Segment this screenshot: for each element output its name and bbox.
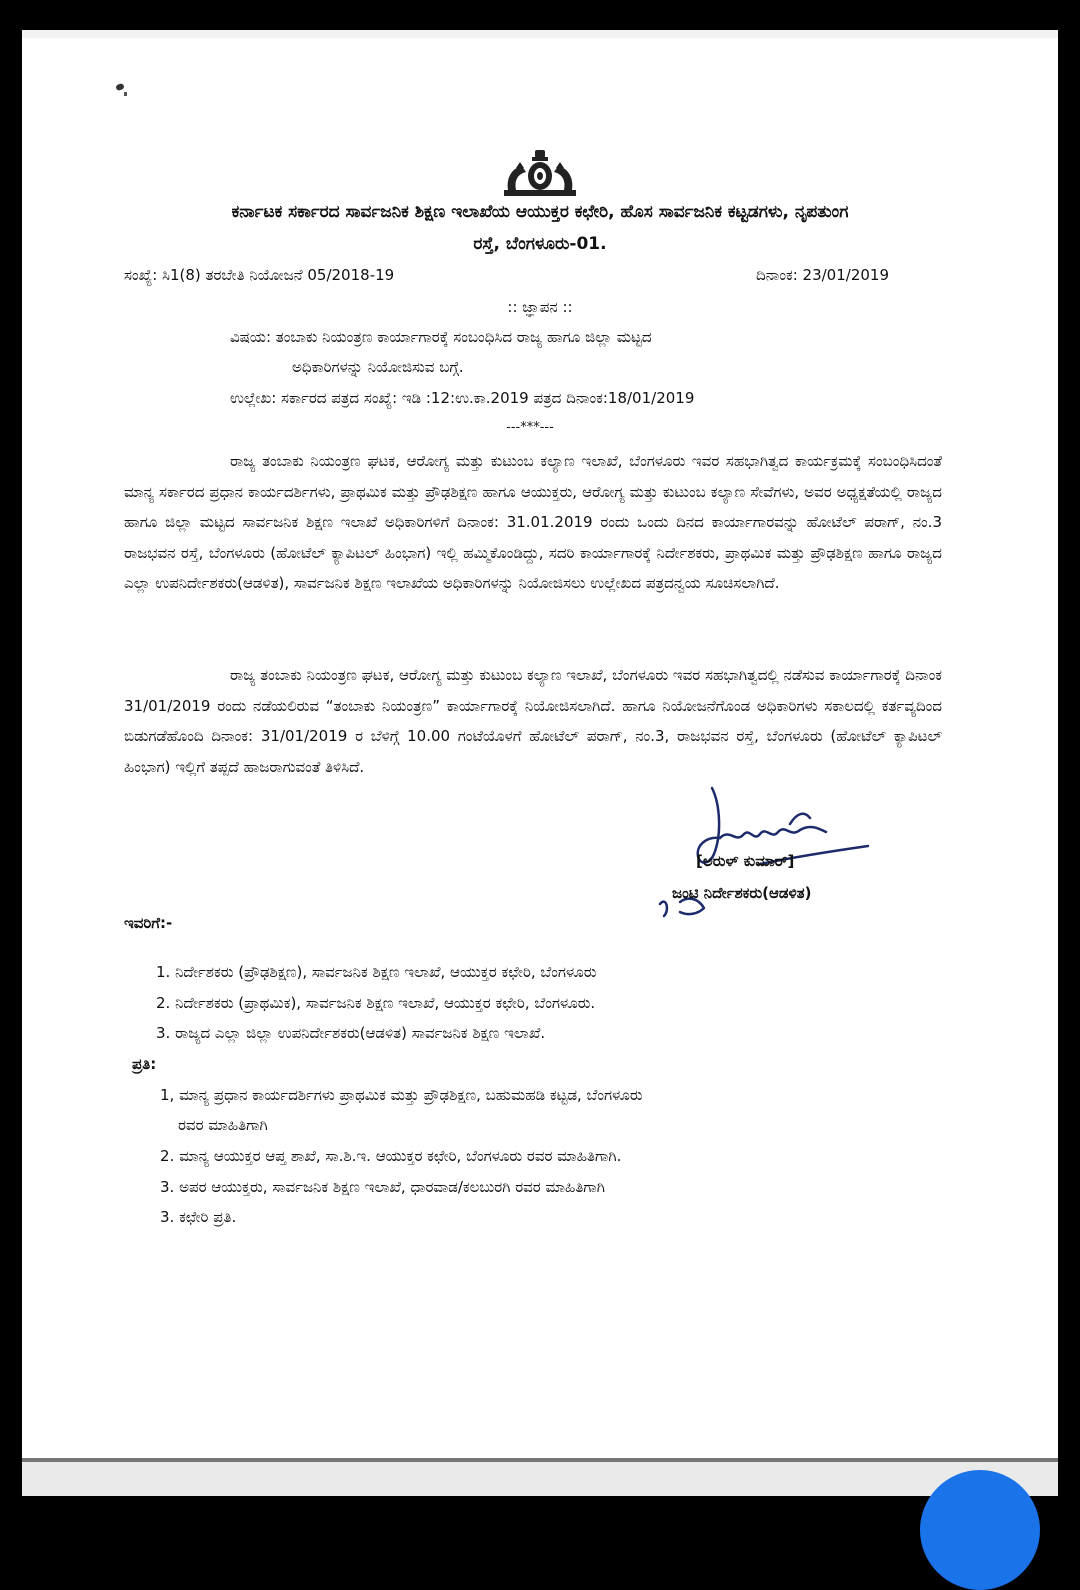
reference-note: ಉಲ್ಲೇಖ: ಸರ್ಕಾರದ ಪತ್ರದ ಸಂಖ್ಯೆ: ಇಡಿ :12:ಉ.ಕಾ.2019 ಪತ್ರದ ದಿನಾಂಕ:18/01/2019 bbox=[230, 389, 695, 407]
recipient-item-3: 3. ರಾಜ್ಯದ ಎಲ್ಲಾ ಜಿಲ್ಲಾ ಉಪನಿರ್ದೇಶಕರು(ಆಡಳಿತ) ಸಾರ್ವಜನಿಕ ಶಿಕ್ಷಣ ಇಲಾಖೆ. bbox=[156, 1024, 546, 1042]
body-paragraph-2-text: ರಾಜ್ಯ ತಂಬಾಕು ನಿಯಂತ್ರಣ ಘಟಕ, ಆರೋಗ್ಯ ಮತ್ತು ಕುಟುಂಬ ಕಲ್ಯಾಣ ಇಲಾಖೆ, ಬೆಂಗಳೂರು ಇವರ ಸಹಭಾಗಿತ್ವದಲ್ಲಿ ನಡೆಸುವ ಕಾರ್ಯಾಗಾರಕ್ಕೆ ದಿನಾಂಕ 31/01/2019 ರಂದು ನಡೆಯಲಿರುವ “ತಂಬಾಕು ನಿಯಂತ್ರಣ” ಕಾರ್ಯಾಗಾರಕ್ಕೆ ನಿಯೋಜಿಸಲಾಗಿದೆ. ಹಾಗೂ ನಿಯೋಜನೆಗೊಂಡ ಅಧಿಕಾರಿಗಳು ಸಕಾಲದಲ್ಲಿ ಕರ್ತವ್ಯದಿಂದ ಬಿಡುಗಡೆಹೊಂದಿ ದಿನಾಂಕ: 31/01/2019 ರ ಬೆಳಿಗ್ಗೆ 10.00 ಗಂಟೆಯೊಳಗೆ ಹೋಟೆಲ್ ಪರಾಗ್, ನಂ.3, ರಾಜಭವನ ರಸ್ತೆ, ಬೆಂಗಳೂರು (ಹೋಟೆಲ್ ಕ್ಯಾಪಿಟಲ್ ಹಿಂಭಾಗ) ಇಲ್ಲಿಗೆ ತಪ್ಪದೆ ಹಾಜರಾಗುವಂತೆ ತಿಳಿಸಿದೆ. bbox=[124, 666, 942, 776]
signatory-name: [ಅರುಳ್ ಕುಮಾರ್] bbox=[696, 852, 795, 870]
karnataka-emblem-icon bbox=[502, 148, 578, 198]
viewer-bottom-bar bbox=[22, 1462, 1058, 1496]
subject-line1: ವಿಷಯ: ತಂಬಾಕು ನಿಯಂತ್ರಣ ಕಾರ್ಯಾಗಾರಕ್ಕೆ ಸಂಬಂಧಿಸಿದ ರಾಜ್ಯ ಹಾಗೂ ಜಿಲ್ಲಾ ಮಟ್ಟದ bbox=[230, 328, 652, 346]
recipient-item-2: 2. ನಿರ್ದೇಶಕರು (ಪ್ರಾಥಮಿಕ), ಸಾರ್ವಜನಿಕ ಶಿಕ್ಷಣ ಇಲಾಖೆ, ಆಯುಕ್ತರ ಕಛೇರಿ, ಬೆಂಗಳೂರು. bbox=[156, 994, 596, 1012]
office-header-line1: ಕರ್ನಾಟಕ ಸರ್ಕಾರದ ಸಾರ್ವಜನಿಕ ಶಿಕ್ಷಣ ಇಲಾಖೆಯ ಆಯುಕ್ತರ ಕಛೇರಿ, ಹೊಸ ಸಾರ್ವಜನಿಕ ಕಟ್ಟಡಗಳು, ನೃಪತುಂಗ bbox=[231, 202, 849, 222]
signatory-designation: ಜಂಟಿ ನಿರ್ದೇಶಕರು(ಆಡಳಿತ) bbox=[672, 884, 812, 902]
recipients-heading: ಇವರಿಗೆ:- bbox=[124, 914, 173, 932]
recipient-item-1: 1. ನಿರ್ದೇಶಕರು (ಪ್ರೌಢಶಿಕ್ಷಣ), ಸಾರ್ವಜನಿಕ ಶಿಕ್ಷಣ ಇಲಾಖೆ, ಆಯುಕ್ತರ ಕಛೇರಿ, ಬೆಂಗಳೂರು bbox=[156, 963, 597, 981]
body-paragraph-2 bbox=[124, 660, 942, 782]
copies-heading: ಪ್ರತಿ: bbox=[132, 1055, 157, 1073]
scan-speck-small bbox=[124, 92, 127, 96]
copy-item-3: 3. ಅಪರ ಆಯುಕ್ತರು, ಸಾರ್ವಜನಿಕ ಶಿಕ್ಷಣ ಇಲಾಖೆ, ಧಾರವಾಡ/ಕಲಬುರಗಿ ರವರ ಮಾಹಿತಿಗಾಗಿ bbox=[160, 1178, 605, 1196]
office-header-line2: ರಸ್ತೆ, ಬೆಂಗಳೂರು-01. bbox=[473, 234, 607, 254]
page-top-edge bbox=[22, 30, 1058, 38]
body-paragraph-1-text: ರಾಜ್ಯ ತಂಬಾಕು ನಿಯಂತ್ರಣ ಘಟಕ, ಆರೋಗ್ಯ ಮತ್ತು ಕುಟುಂಬ ಕಲ್ಯಾಣ ಇಲಾಖೆ, ಬೆಂಗಳೂರು ಇವರ ಸಹಭಾಗಿತ್ವದ ಕಾರ್ಯಕ್ರಮಕ್ಕೆ ಸಂಬಂಧಿಸಿದಂತೆ ಮಾನ್ಯ ಸರ್ಕಾರದ ಪ್ರಧಾನ ಕಾರ್ಯದರ್ಶಿಗಳು, ಪ್ರಾಥಮಿಕ ಮತ್ತು ಪ್ರೌಢಶಿಕ್ಷಣ ಹಾಗೂ ಆಯುಕ್ತರು, ಆರೋಗ್ಯ ಮತ್ತು ಕುಟುಂಬ ಕಲ್ಯಾಣ ಸೇವೆಗಳು, ಅವರ ಅಧ್ಯಕ್ಷತೆಯಲ್ಲಿ ರಾಜ್ಯದ ಹಾಗೂ ಜಿಲ್ಲಾ ಮಟ್ಟದ ಸಾರ್ವಜನಿಕ ಶಿಕ್ಷಣ ಇಲಾಖೆ ಅಧಿಕಾರಿಗಳಿಗೆ ದಿನಾಂಕ: 31.01.2019 ರಂದು ಒಂದು ದಿನದ ಕಾರ್ಯಾಗಾರವನ್ನು ಹೋಟೆಲ್ ಪರಾಗ್, ನಂ.3 ರಾಜಭವನ ರಸ್ತೆ, ಬೆಂಗಳೂರು (ಹೋಟೆಲ್ ಕ್ಯಾಪಿಟಲ್ ಹಿಂಭಾಗ) ಇಲ್ಲಿ ಹಮ್ಮಿಕೊಂಡಿದ್ದು, ಸದರಿ ಕಾರ್ಯಾಗಾರಕ್ಕೆ ನಿರ್ದೇಶಕರು, ಪ್ರಾಥಮಿಕ ಮತ್ತು ಪ್ರೌಢಶಿಕ್ಷಣ ಹಾಗೂ ರಾಜ್ಯದ ಎಲ್ಲಾ ಉಪನಿರ್ದೇಶಕರು(ಆಡಳಿತ), ಸಾರ್ವಜನಿಕ ಶಿಕ್ಷಣ ಇಲಾಖೆಯ ಅಧಿಕಾರಿಗಳನ್ನು ನಿಯೋಜಿಸಲು ಉಲ್ಲೇಖದ ಪತ್ರದನ್ವಯ ಸೂಚಿಸಲಾಗಿದೆ. bbox=[124, 452, 942, 592]
reference-number: ಸಂಖ್ಯೆ: ಸಿ1(8) ತರಬೇತಿ ನಿಯೋಜನೆ 05/2018-19 bbox=[124, 266, 395, 284]
subject-line2: ಅಧಿಕಾರಿಗಳನ್ನು ನಿಯೋಜಿಸುವ ಬಗ್ಗೆ. bbox=[292, 358, 464, 376]
copy-item-1: 1, ಮಾನ್ಯ ಪ್ರಧಾನ ಕಾರ್ಯದರ್ಶಿಗಳು ಪ್ರಾಥಮಿಕ ಮತ್ತು ಪ್ರೌಢಶಿಕ್ಷಣ, ಬಹುಮಹಡಿ ಕಟ್ಟಡ, ಬೆಂಗಳೂರು bbox=[160, 1086, 643, 1104]
document-date: ದಿನಾಂಕ: 23/01/2019 bbox=[756, 266, 889, 284]
notice-title: :: ಜ್ಞಾಪನ :: bbox=[507, 298, 573, 316]
copy-item-1-cont: ರವರ ಮಾಹಿತಿಗಾಗಿ bbox=[178, 1116, 268, 1134]
separator: ---***--- bbox=[506, 420, 554, 435]
floating-action-button[interactable] bbox=[920, 1470, 1040, 1590]
copy-item-2: 2. ಮಾನ್ಯ ಆಯುಕ್ತರ ಆಪ್ತ ಶಾಖೆ, ಸಾ.ಶಿ.ಇ. ಆಯುಕ್ತರ ಕಛೇರಿ, ಬೆಂಗಳೂರು ರವರ ಮಾಹಿತಿಗಾಗಿ. bbox=[160, 1147, 622, 1165]
copy-item-4: 3. ಕಛೇರಿ ಪ್ರತಿ. bbox=[160, 1208, 237, 1226]
body-paragraph-1 bbox=[124, 446, 942, 599]
